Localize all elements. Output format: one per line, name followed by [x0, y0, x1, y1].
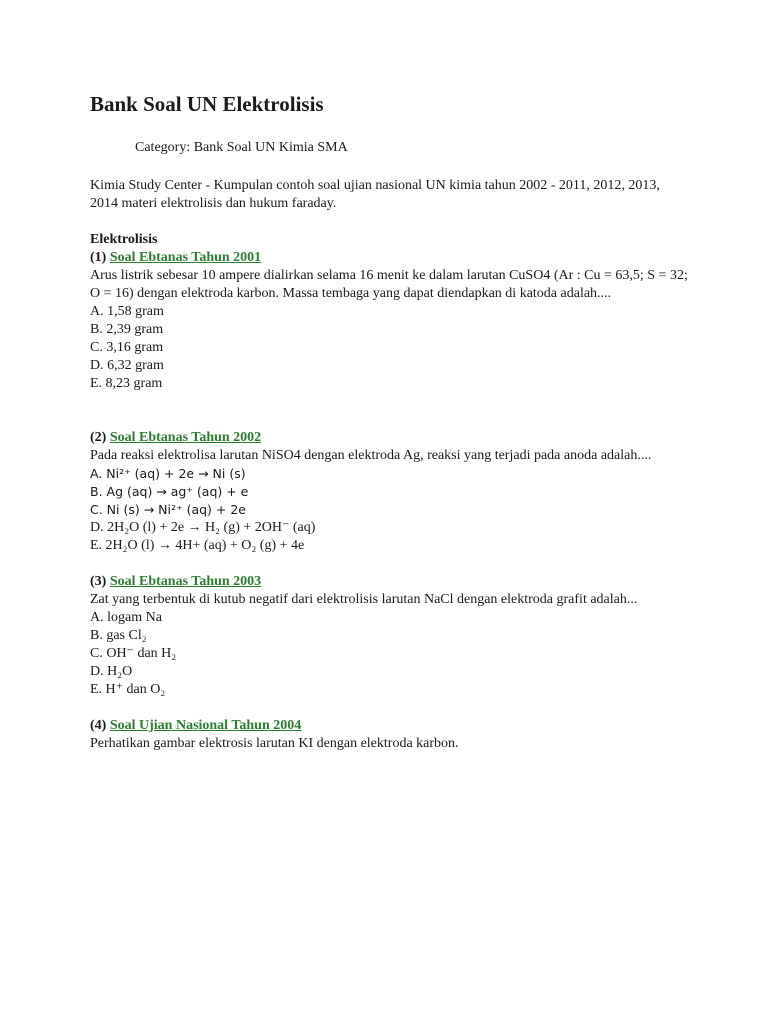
question-source-link[interactable]: Soal Ujian Nasional Tahun 2004 — [109, 718, 302, 733]
answer-option: B. gas Cl₂ — [90, 628, 147, 643]
answer-options — [90, 465, 690, 555]
question-heading — [90, 249, 690, 267]
intro-paragraph: Kimia Study Center - Kumpulan contoh soal ujian nasional UN kimia tahun 2002 - 2011, 2012, 2013, 2014 materi elektrolisis dan hukum faraday. — [90, 178, 660, 211]
question-text: Zat yang terbentuk di kutub negatif dari elektrolisis larutan NaCl dengan elektroda grafit adalah... — [90, 592, 638, 607]
answer-options — [90, 609, 690, 699]
answer-option: A. 1,58 gram — [90, 304, 164, 319]
question-number: (1) — [90, 250, 107, 265]
answer-option: D. 2H₂O (l) + 2e → H₂ (g) + 2OH⁻ (aq) — [90, 520, 316, 535]
page-title: Bank Soal UN Elektrolisis — [90, 92, 324, 116]
answer-option: A. Ni²⁺ (aq) + 2e → Ni (s) — [90, 466, 246, 481]
question-number: (3) — [90, 574, 107, 589]
section-heading: Elektrolisis — [90, 232, 158, 247]
answer-option: C. OH⁻ dan H₂ — [90, 646, 177, 661]
answer-option: B. 2,39 gram — [90, 322, 164, 337]
document-body — [90, 91, 690, 753]
answer-option: E. H⁺ dan O₂ — [90, 682, 166, 697]
answer-option: A. logam Na — [90, 610, 162, 625]
question-text: Pada reaksi elektrolisa larutan NiSO4 dengan elektroda Ag, reaksi yang terjadi pada anoda adalah.... — [90, 448, 652, 463]
question-number: (2) — [90, 430, 107, 445]
question-source-link[interactable]: Soal Ebtanas Tahun 2003 — [109, 574, 262, 589]
question-heading — [90, 573, 690, 591]
question-2 — [90, 429, 690, 555]
question-text: Arus listrik sebesar 10 ampere dialirkan selama 16 menit ke dalam larutan CuSO4 (Ar : Cu = 63,5; S = 32; O = 16) dengan elektroda karbon. Massa tembaga yang dapat diendapkan di katoda adalah.... — [90, 268, 688, 301]
answer-option: D. 6,32 gram — [90, 358, 164, 373]
answer-option: E. 8,23 gram — [90, 376, 163, 391]
question-source-link[interactable]: Soal Ebtanas Tahun 2001 — [109, 250, 262, 265]
question-number: (4) — [90, 718, 107, 733]
answer-option: C. Ni (s) → Ni²⁺ (aq) + 2e — [90, 502, 246, 517]
question-4 — [90, 717, 690, 753]
answer-option: B. Ag (aq) → ag⁺ (aq) + e — [90, 484, 249, 499]
question-text: Perhatikan gambar elektrosis larutan KI dengan elektroda karbon. — [90, 736, 459, 751]
question-3 — [90, 573, 690, 699]
answer-option: D. H₂O — [90, 664, 133, 679]
question-heading — [90, 429, 690, 447]
question-1 — [90, 249, 690, 393]
question-source-link[interactable]: Soal Ebtanas Tahun 2002 — [109, 430, 262, 445]
answer-option: E. 2H₂O (l) → 4H+ (aq) + O₂ (g) + 4e — [90, 538, 305, 553]
question-heading — [90, 717, 690, 735]
answer-option: C. 3,16 gram — [90, 340, 164, 355]
answer-options — [90, 303, 690, 393]
category-line: Category: Bank Soal UN Kimia SMA — [135, 140, 348, 155]
